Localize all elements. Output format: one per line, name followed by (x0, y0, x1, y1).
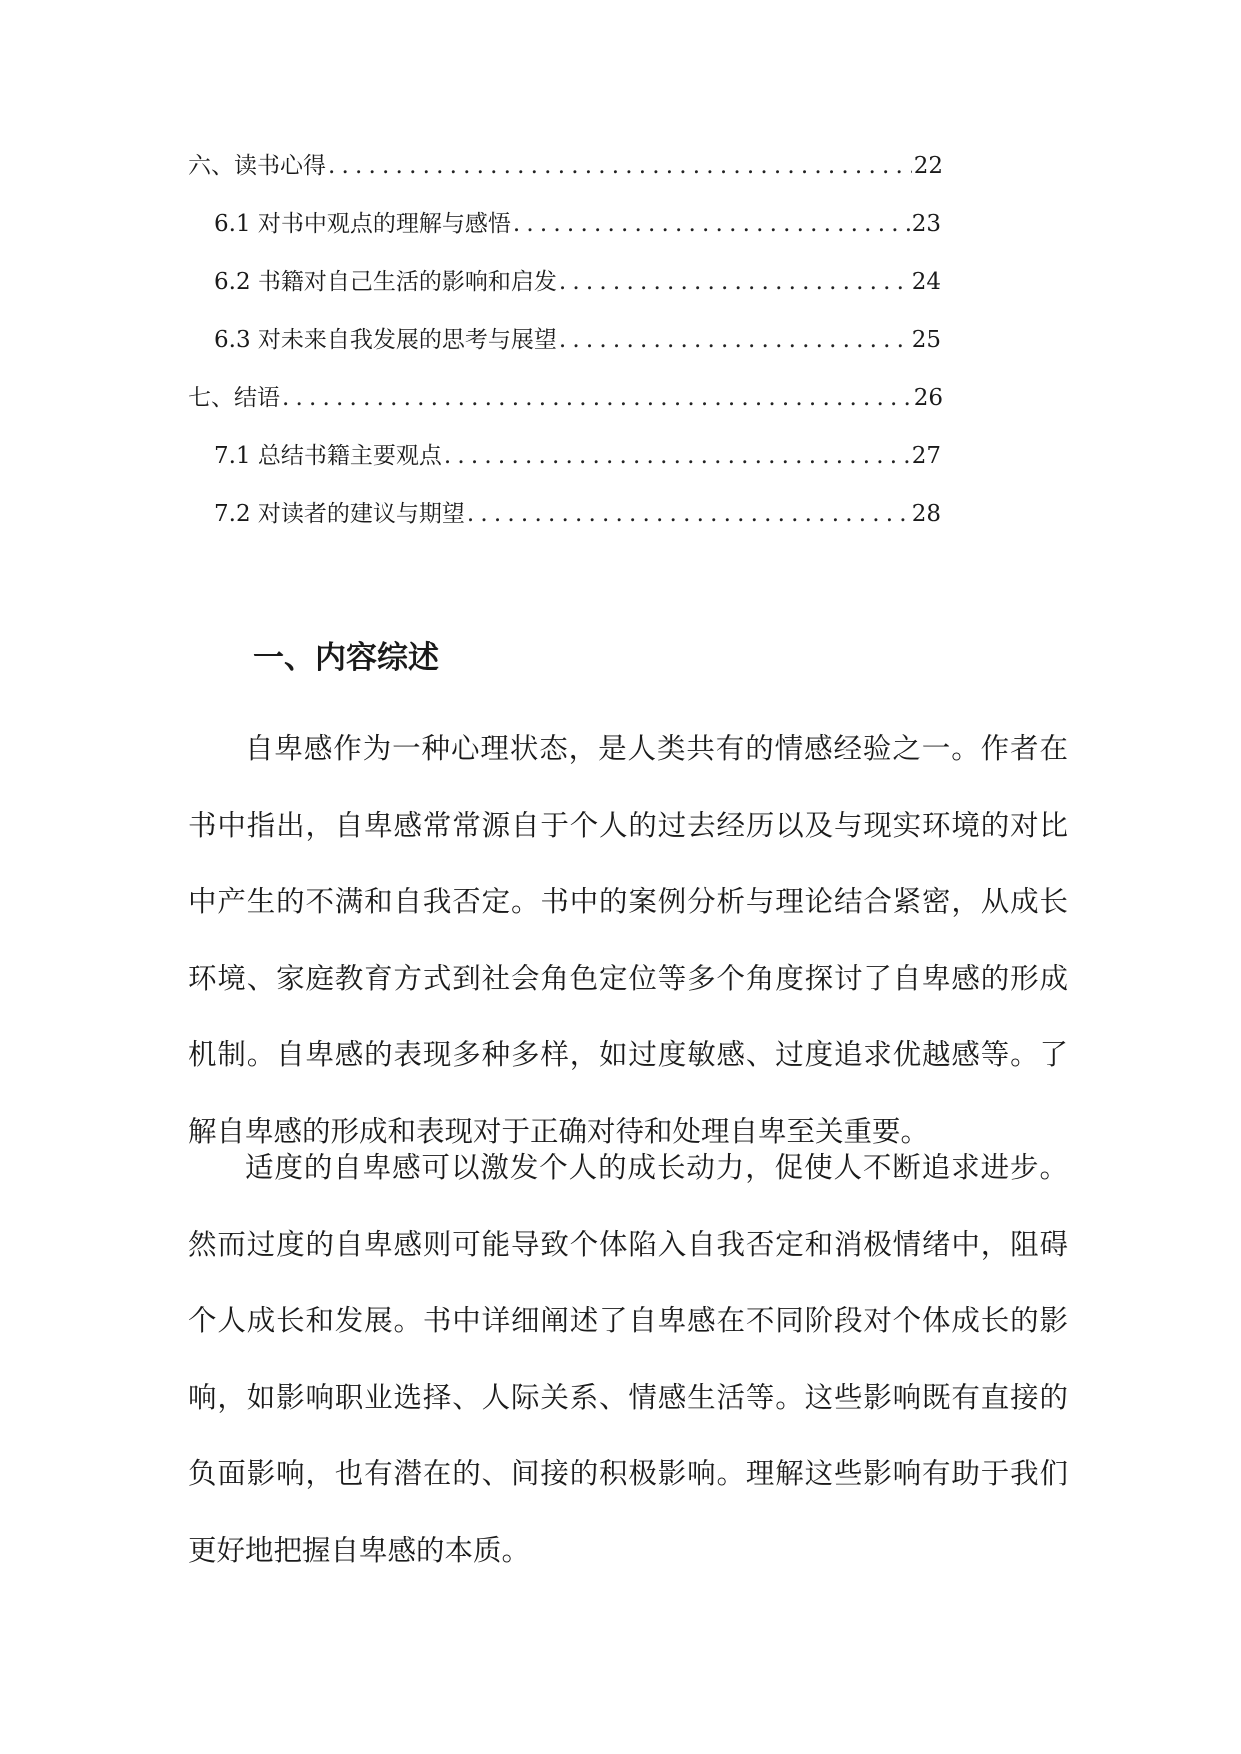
toc-entry-label: 6.1 对书中观点的理解与感悟 (214, 211, 511, 237)
toc-entry-page: 27 (911, 443, 941, 469)
toc-entry-label: 7.2 对读者的建议与期望 (214, 501, 465, 527)
toc-dot-leader (559, 267, 910, 297)
body-paragraph: 适度的自卑感可以激发个人的成长动力，促使人不断追求进步。然而过度的自卑感则可能导致个体陷入自我否定和消极情绪中，阻碍个人成长和发展。书中详细阐述了自卑感在不同阶段对个体成长的影响，如影响职业选择、人际关系、情感生活等。这些影响既有直接的负面影响，也有潜在的、间接的积极影响。理解这些影响有助于我们更好地把握自卑感的本质。 (188, 1151, 1068, 1567)
toc-dot-leader (282, 383, 912, 413)
body-paragraph: 自卑感作为一种心理状态，是人类共有的情感经验之一。作者在书中指出，自卑感常常源自于个人的过去经历以及与现实环境的对比中产生的不满和自我否定。书中的案例分析与理论结合紧密，从成长环境、家庭教育方式到社会角色定位等多个角度探讨了自卑感的形成机制。自卑感的表现多种多样，如过度敏感、过度追求优越感等。了解自卑感的形成和表现对于正确对待和处理自卑至关重要。 (188, 732, 1068, 1148)
toc-dot-leader (513, 209, 910, 239)
toc-entry-page: 22 (913, 153, 943, 179)
toc-entry[interactable] (214, 499, 941, 529)
toc-entry-label: 6.3 对未来自我发展的思考与展望 (214, 327, 557, 353)
toc-entry-label: 七、结语 (188, 385, 280, 411)
toc-entry-label: 7.1 总结书籍主要观点 (214, 443, 442, 469)
toc-entry-page: 26 (913, 385, 943, 411)
toc-entry[interactable] (214, 209, 941, 239)
toc-entry-page: 24 (911, 269, 941, 295)
toc-entry[interactable] (214, 441, 941, 471)
toc-entry[interactable] (214, 267, 941, 297)
toc-dot-leader (328, 151, 912, 181)
toc-dot-leader (467, 499, 910, 529)
toc-entry-label: 6.2 书籍对自己生活的影响和启发 (214, 269, 557, 295)
toc-entry-page: 25 (911, 327, 941, 353)
toc-entry-page: 23 (911, 211, 941, 237)
toc-dot-leader (559, 325, 910, 355)
toc-dot-leader (444, 441, 910, 471)
toc-entry[interactable] (214, 325, 941, 355)
toc-entry[interactable] (188, 151, 943, 181)
toc-entry-page: 28 (911, 501, 941, 527)
toc-entry-label: 六、读书心得 (188, 153, 326, 179)
toc-entry[interactable] (188, 383, 943, 413)
section-heading: 一、内容综述 (253, 640, 439, 676)
